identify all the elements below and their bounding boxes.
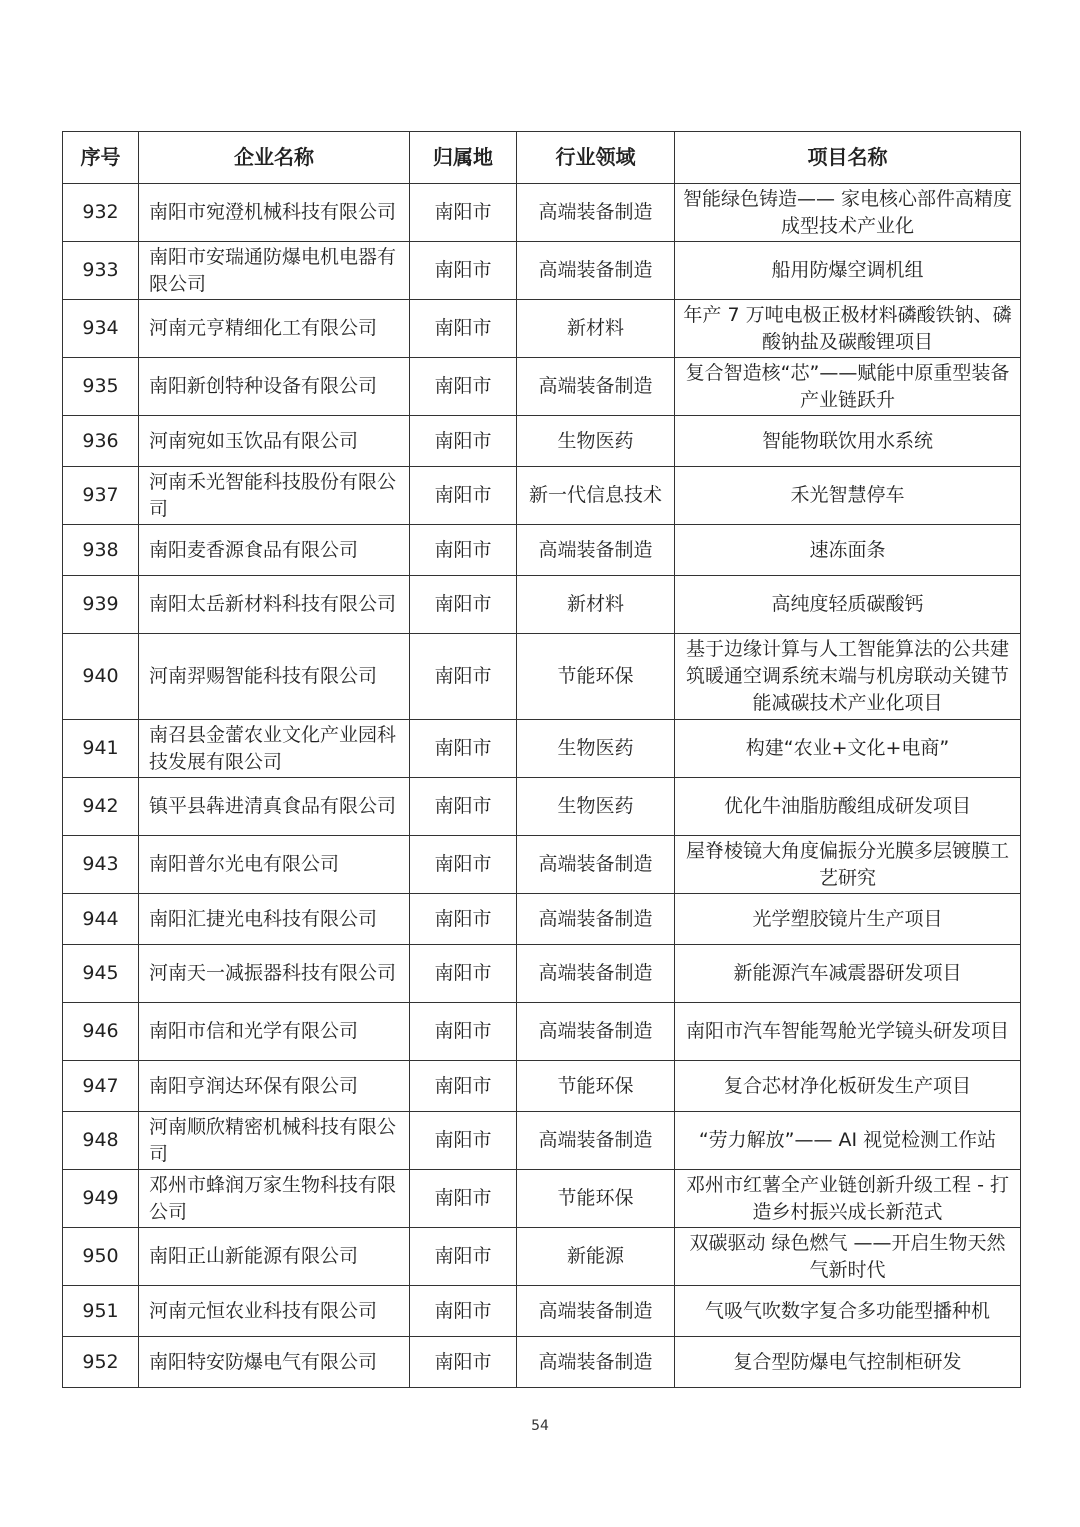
enterprise-project-table [62,131,1021,1388]
cell-location: 南阳市 [410,1170,517,1228]
cell-industry: 生物医药 [517,416,675,467]
table-row [63,1112,1021,1170]
cell-location: 南阳市 [410,576,517,634]
table-row [63,576,1021,634]
cell-industry: 高端装备制造 [517,184,675,242]
cell-location: 南阳市 [410,836,517,894]
table-row [63,894,1021,945]
cell-serial-number: 934 [63,300,139,358]
cell-serial-number: 943 [63,836,139,894]
cell-serial-number: 947 [63,1061,139,1112]
cell-industry: 高端装备制造 [517,1337,675,1388]
cell-location: 南阳市 [410,894,517,945]
cell-company-name: 南阳特安防爆电气有限公司 [139,1337,410,1388]
cell-project-name: 速冻面条 [675,525,1021,576]
cell-location: 南阳市 [410,945,517,1003]
cell-industry: 节能环保 [517,1061,675,1112]
table-row [63,945,1021,1003]
cell-location: 南阳市 [410,1003,517,1061]
cell-project-name: 光学塑胶镜片生产项目 [675,894,1021,945]
cell-company-name: 南阳麦香源食品有限公司 [139,525,410,576]
cell-serial-number: 936 [63,416,139,467]
cell-location: 南阳市 [410,1112,517,1170]
cell-serial-number: 942 [63,778,139,836]
cell-location: 南阳市 [410,525,517,576]
cell-serial-number: 940 [63,634,139,720]
cell-industry: 新材料 [517,576,675,634]
cell-location: 南阳市 [410,1286,517,1337]
cell-industry: 高端装备制造 [517,1003,675,1061]
header-location: 归属地 [410,132,517,184]
table-row [63,525,1021,576]
cell-project-name: 智能绿色铸造—— 家电核心部件高精度成型技术产业化 [675,184,1021,242]
cell-industry: 高端装备制造 [517,894,675,945]
cell-industry: 高端装备制造 [517,358,675,416]
cell-company-name: 河南禾光智能科技股份有限公司 [139,467,410,525]
table-row [63,1228,1021,1286]
cell-project-name: 高纯度轻质碳酸钙 [675,576,1021,634]
cell-project-name: 复合智造核“芯”——赋能中原重型装备产业链跃升 [675,358,1021,416]
cell-company-name: 南阳普尔光电有限公司 [139,836,410,894]
cell-serial-number: 935 [63,358,139,416]
cell-serial-number: 945 [63,945,139,1003]
table-row [63,720,1021,778]
cell-location: 南阳市 [410,467,517,525]
header-industry: 行业领域 [517,132,675,184]
cell-company-name: 河南元亨精细化工有限公司 [139,300,410,358]
cell-location: 南阳市 [410,184,517,242]
cell-project-name: “劳力解放”—— AI 视觉检测工作站 [675,1112,1021,1170]
cell-company-name: 南阳汇捷光电科技有限公司 [139,894,410,945]
cell-company-name: 河南元恒农业科技有限公司 [139,1286,410,1337]
cell-serial-number: 933 [63,242,139,300]
cell-industry: 新材料 [517,300,675,358]
cell-company-name: 河南顺欣精密机械科技有限公司 [139,1112,410,1170]
cell-project-name: 构建“农业+文化+电商” [675,720,1021,778]
table-row [63,836,1021,894]
table-row [63,1286,1021,1337]
cell-company-name: 河南天一减振器科技有限公司 [139,945,410,1003]
table-row [63,242,1021,300]
cell-serial-number: 941 [63,720,139,778]
cell-serial-number: 932 [63,184,139,242]
cell-company-name: 河南羿赐智能科技有限公司 [139,634,410,720]
cell-company-name: 邓州市蜂润万家生物科技有限公司 [139,1170,410,1228]
cell-location: 南阳市 [410,242,517,300]
cell-serial-number: 952 [63,1337,139,1388]
cell-project-name: 屋脊棱镜大角度偏振分光膜多层镀膜工艺研究 [675,836,1021,894]
cell-project-name: 年产 7 万吨电极正极材料磷酸铁钠、磷酸钠盐及碳酸锂项目 [675,300,1021,358]
table-row [63,778,1021,836]
table-row [63,358,1021,416]
cell-serial-number: 949 [63,1170,139,1228]
cell-industry: 高端装备制造 [517,1286,675,1337]
header-serial-number: 序号 [63,132,139,184]
cell-project-name: 船用防爆空调机组 [675,242,1021,300]
cell-project-name: 禾光智慧停车 [675,467,1021,525]
cell-project-name: 邓州市红薯全产业链创新升级工程 - 打造乡村振兴成长新范式 [675,1170,1021,1228]
cell-company-name: 南阳新创特种设备有限公司 [139,358,410,416]
cell-location: 南阳市 [410,634,517,720]
cell-company-name: 南召县金蕾农业文化产业园科技发展有限公司 [139,720,410,778]
cell-location: 南阳市 [410,358,517,416]
cell-project-name: 基于边缘计算与人工智能算法的公共建筑暖通空调系统末端与机房联动关键节能减碳技术产业化项目 [675,634,1021,720]
cell-serial-number: 938 [63,525,139,576]
table-row [63,1061,1021,1112]
cell-industry: 高端装备制造 [517,945,675,1003]
header-company-name: 企业名称 [139,132,410,184]
cell-industry: 生物医药 [517,720,675,778]
cell-serial-number: 946 [63,1003,139,1061]
cell-location: 南阳市 [410,300,517,358]
cell-industry: 生物医药 [517,778,675,836]
table-row [63,416,1021,467]
cell-project-name: 复合型防爆电气控制柜研发 [675,1337,1021,1388]
cell-location: 南阳市 [410,1337,517,1388]
cell-project-name: 双碳驱动 绿色燃气 ——开启生物天然气新时代 [675,1228,1021,1286]
header-project-name: 项目名称 [675,132,1021,184]
table-row [63,184,1021,242]
cell-industry: 高端装备制造 [517,1112,675,1170]
page-number: 54 [531,1418,549,1434]
cell-industry: 高端装备制造 [517,525,675,576]
cell-industry: 节能环保 [517,1170,675,1228]
table-row [63,467,1021,525]
cell-serial-number: 951 [63,1286,139,1337]
cell-industry: 节能环保 [517,634,675,720]
cell-company-name: 南阳市信和光学有限公司 [139,1003,410,1061]
table-row [63,1003,1021,1061]
cell-location: 南阳市 [410,778,517,836]
cell-project-name: 气吸气吹数字复合多功能型播种机 [675,1286,1021,1337]
table-row [63,300,1021,358]
cell-company-name: 南阳太岳新材料科技有限公司 [139,576,410,634]
table-row [63,1337,1021,1388]
cell-company-name: 南阳亨润达环保有限公司 [139,1061,410,1112]
cell-serial-number: 939 [63,576,139,634]
cell-location: 南阳市 [410,1228,517,1286]
cell-industry: 高端装备制造 [517,242,675,300]
cell-project-name: 复合芯材净化板研发生产项目 [675,1061,1021,1112]
cell-company-name: 南阳市宛澄机械科技有限公司 [139,184,410,242]
cell-project-name: 优化牛油脂肪酸组成研发项目 [675,778,1021,836]
cell-location: 南阳市 [410,416,517,467]
cell-industry: 新能源 [517,1228,675,1286]
cell-project-name: 智能物联饮用水系统 [675,416,1021,467]
cell-company-name: 河南宛如玉饮品有限公司 [139,416,410,467]
cell-serial-number: 944 [63,894,139,945]
cell-company-name: 南阳市安瑞通防爆电机电器有限公司 [139,242,410,300]
cell-location: 南阳市 [410,720,517,778]
cell-serial-number: 950 [63,1228,139,1286]
cell-company-name: 南阳正山新能源有限公司 [139,1228,410,1286]
cell-industry: 新一代信息技术 [517,467,675,525]
cell-serial-number: 937 [63,467,139,525]
cell-project-name: 南阳市汽车智能驾舱光学镜头研发项目 [675,1003,1021,1061]
cell-industry: 高端装备制造 [517,836,675,894]
cell-company-name: 镇平县犇进清真食品有限公司 [139,778,410,836]
table-row [63,634,1021,720]
table-row [63,1170,1021,1228]
cell-project-name: 新能源汽车减震器研发项目 [675,945,1021,1003]
cell-serial-number: 948 [63,1112,139,1170]
cell-location: 南阳市 [410,1061,517,1112]
table-header-row [63,132,1021,184]
